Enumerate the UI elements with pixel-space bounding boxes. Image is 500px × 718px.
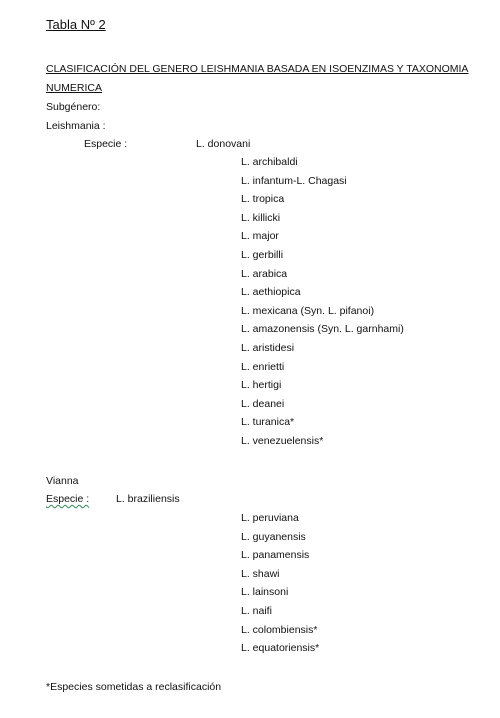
leishmania-first-species: L. donovani bbox=[196, 138, 251, 150]
vianna-species-list bbox=[241, 512, 319, 661]
table-label: Tabla Nº 2 bbox=[46, 17, 106, 32]
species-item: L. guyanensis bbox=[241, 530, 306, 543]
species-item: L. enrietti bbox=[241, 360, 285, 373]
leishmania-species-list bbox=[241, 156, 404, 454]
species-item: L. peruviana bbox=[241, 512, 299, 524]
species-item: L. archibaldi bbox=[241, 156, 298, 168]
species-item: L. turanica* bbox=[241, 416, 295, 429]
subgenus-label: Subgénero: bbox=[46, 101, 101, 113]
heading-line-2: NUMERICA bbox=[46, 82, 103, 94]
vianna-species-label-text: Especie : bbox=[46, 493, 90, 505]
species-item: L. aristidesi bbox=[241, 341, 295, 354]
species-item: L. hertigi bbox=[241, 379, 282, 392]
species-item: L. mexicana (Syn. L. pifanoi) bbox=[241, 304, 375, 317]
vianna-first-species: L. braziliensis bbox=[116, 493, 180, 505]
species-item: L. venezuelensis* bbox=[241, 434, 324, 447]
species-item: L. arabica bbox=[241, 267, 288, 280]
subgenus-leishmania-name: Leishmania : bbox=[46, 120, 106, 132]
species-item: L. shawi bbox=[241, 567, 280, 580]
heading-line-1: CLASIFICACIÓN DEL GENERO LEISHMANIA BASADA EN ISOENZIMAS Y TAXONOMIA bbox=[46, 63, 469, 75]
vianna-species-label bbox=[46, 493, 89, 505]
species-item: L. aethiopica bbox=[241, 286, 301, 299]
species-item: L. naifi bbox=[241, 604, 272, 617]
species-item: L. killicki bbox=[241, 211, 281, 224]
species-item: L. deanei bbox=[241, 397, 285, 410]
species-item: L. tropica bbox=[241, 193, 285, 206]
leishmania-species-label: Especie : bbox=[84, 138, 128, 150]
species-item: L. gerbilli bbox=[241, 248, 284, 261]
subgenus-vianna-name: Vianna bbox=[46, 475, 79, 487]
species-item: L. lainsoni bbox=[241, 586, 289, 599]
species-item: L. colombiensis* bbox=[241, 623, 318, 636]
species-item: L. infantum-L. Chagasi bbox=[241, 174, 347, 187]
species-item: L. major bbox=[241, 230, 279, 243]
species-item: L. equatoriensis* bbox=[241, 642, 320, 655]
footnote: *Especies sometidas a reclasificación bbox=[46, 681, 222, 693]
species-item: L. amazonensis (Syn. L. garnhami) bbox=[241, 323, 404, 336]
species-item: L. panamensis bbox=[241, 549, 310, 562]
